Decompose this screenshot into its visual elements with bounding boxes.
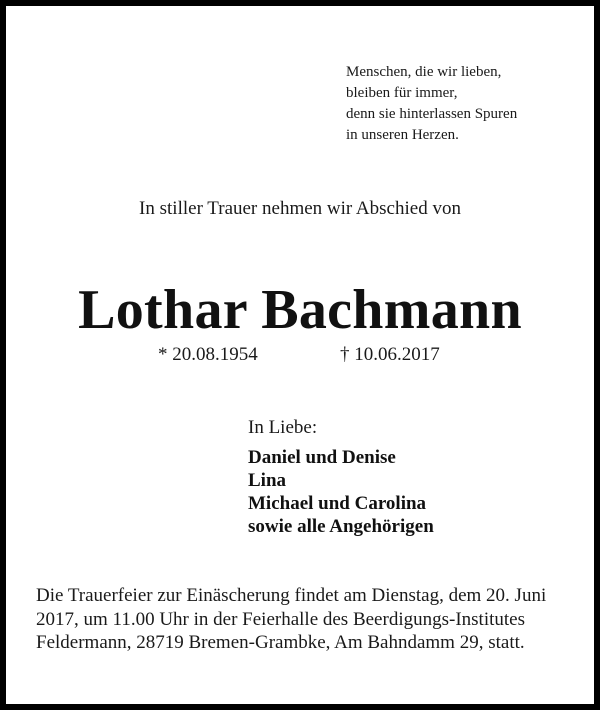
birth-date: * 20.08.1954 [158, 344, 258, 365]
mourners-list [248, 446, 434, 538]
notice-line: Die Trauerfeier zur Einäscherung findet am Dienstag, dem 20. Juni [36, 585, 547, 606]
poem-line: denn sie hinterlassen Spuren [346, 106, 518, 122]
mourner-name: Michael und Carolina [248, 493, 427, 514]
deceased-name: Lothar Bachmann [78, 279, 522, 341]
death-date: † 10.06.2017 [340, 344, 440, 365]
funeral-notice [36, 584, 566, 655]
poem-line: in unseren Herzen. [346, 127, 459, 143]
mourners-heading: In Liebe: [248, 417, 318, 438]
memorial-poem [346, 62, 517, 146]
notice-line: 2017, um 11.00 Uhr in der Feierhalle des Beerdigungs-Institutes [36, 608, 525, 630]
mourner-name: sowie alle Angehörigen [248, 516, 434, 537]
notice-line: Feldermann, 28719 Bremen-Grambke, Am Bahndamm 29, statt. [36, 632, 525, 653]
mourner-name: Lina [248, 470, 287, 491]
intro-text: In stiller Trauer nehmen wir Abschied von [139, 198, 461, 219]
mourner-name: Daniel und Denise [248, 447, 396, 468]
poem-line: bleiben für immer, [346, 85, 458, 101]
poem-line: Menschen, die wir lieben, [346, 64, 502, 80]
